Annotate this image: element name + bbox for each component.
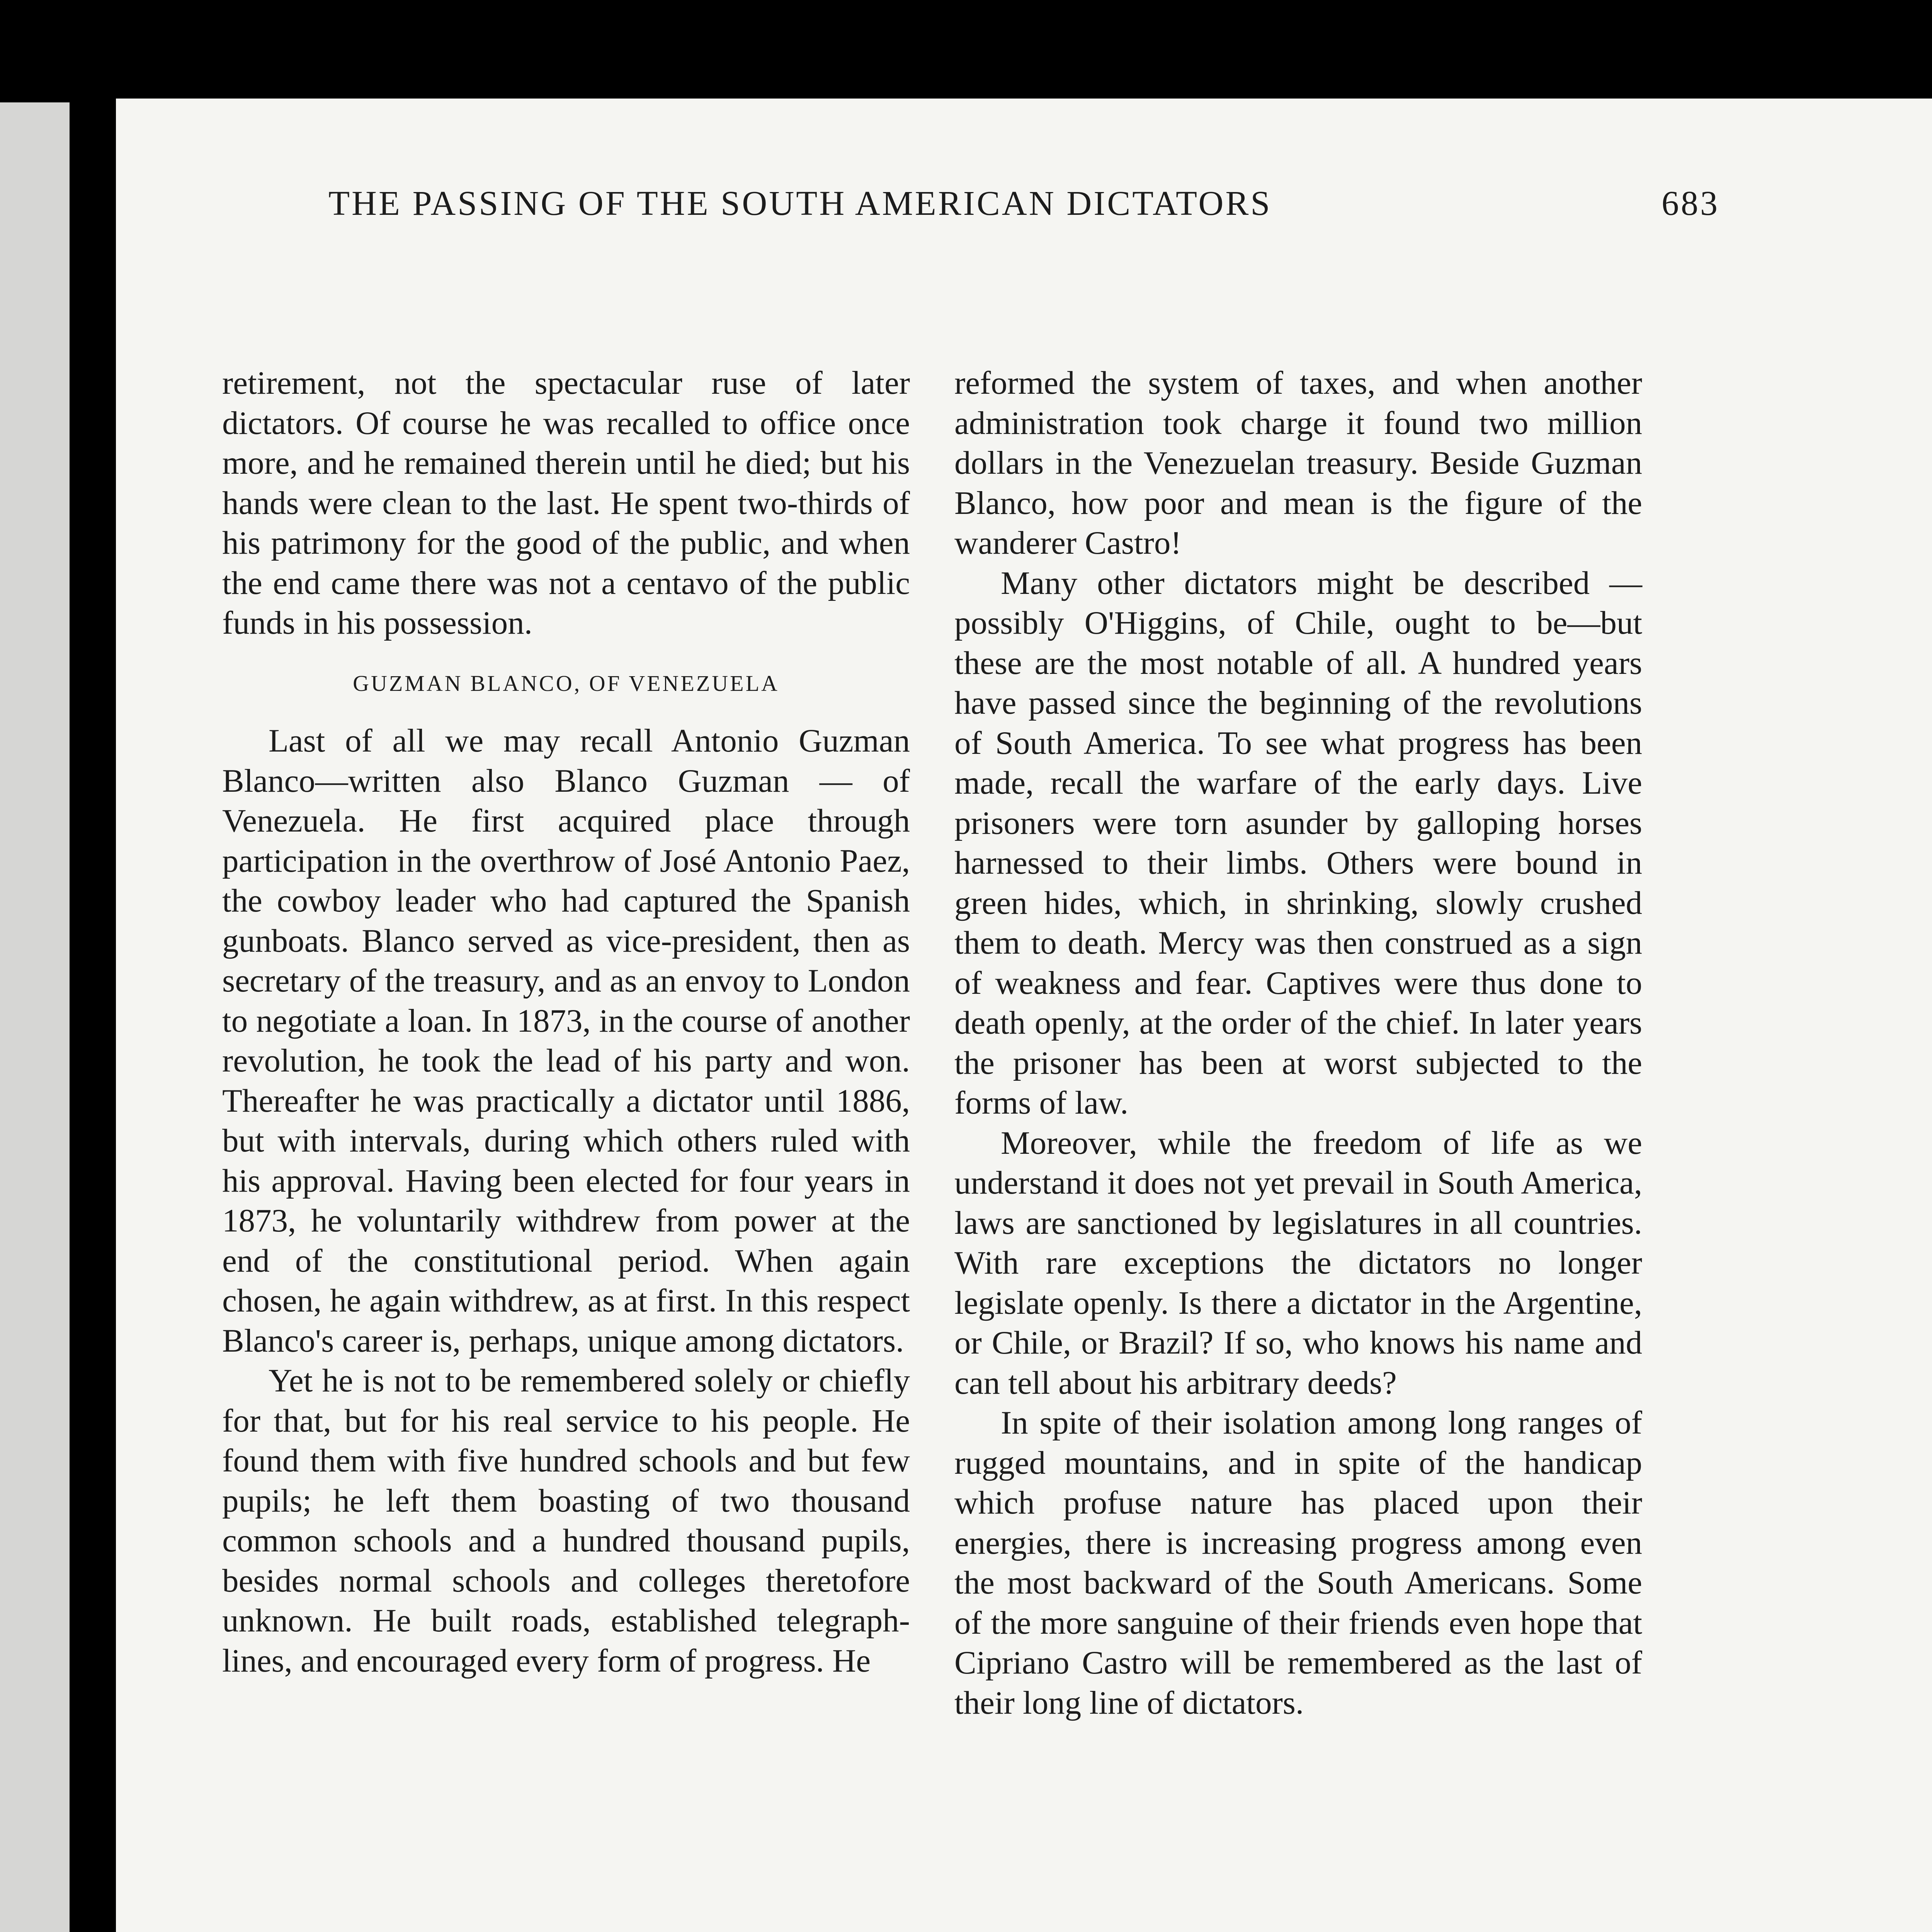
left-column — [222, 363, 910, 1681]
paragraph: Moreover, while the freedom of life as we understand it does not yet prevail in South America, laws are sanctioned by legislatures in all countries. With rare exceptions the dictators no longer legislate openly. Is there a dictator in the Argentine, or Chile, or Brazil? If so, who knows his name and can tell about his arbitrary deeds? — [954, 1124, 1642, 1401]
paragraph: Last of all we may recall Antonio Guzman Blanco—written also Blanco Guzman — of Venezuela. He first acquired place through participation in the overthrow of José Antonio Paez, the cowboy leader who had captured the Spanish gunboats. Blanco served as vice-president, then as secretary of the treasury, and as an envoy to London to negotiate a loan. In 1873, in the course of another revolution, he took the lead of his party and won. Thereafter he was practically a dictator until 1886, but with intervals, during which others ruled with his approval. Having been elected for four years in 1873, he voluntarily withdrew from power at the end of the constitutional period. When again chosen, he again withdrew, as at first. In this respect Blanco's career is, perhaps, unique among dictators. — [222, 723, 910, 1359]
paragraph: retirement, not the spectacular ruse of later dictators. Of course he was recalled to office once more, and he remained therein until he died; but his hands were clean to the last. He spent two-thirds of his patrimony for the good of the public, and when the end came there was not a centavo of the public funds in his possession. — [222, 365, 910, 641]
paragraph: Yet he is not to be remembered solely or chiefly for that, but for his real service to his people. He found them with five hundred schools and but few pupils; he left them boasting of two thousand common schools and a hundred thousand pupils, besides normal schools and colleges theretofore unknown. He built roads, established telegraph-lines, and encouraged every form of progress. He — [222, 1362, 910, 1679]
right-column — [954, 363, 1642, 1723]
previous-page-edge — [0, 102, 70, 1932]
paragraph: Many other dictators might be described — possibly O'Higgins, of Chile, ought to be—but these are the most notable of all. A hundred years have passed since the beginning of the revolutions of South America. To see what progress has been made, recall the warfare of the early days. Live prisoners were torn asunder by galloping horses harnessed to their limbs. Others were bound in green hides, which, in shrinking, slowly crushed them to death. Mercy was then construed as a sign of weakness and fear. Captives were thus done to death openly, at the order of the chief. In later years the prisoner has been at worst subjected to the forms of law. — [954, 565, 1642, 1121]
section-heading: GUZMAN BLANCO, OF VENEZUELA — [353, 670, 779, 696]
page-header — [328, 184, 1719, 223]
page-number: 683 — [1662, 184, 1719, 223]
running-title: THE PASSING OF THE SOUTH AMERICAN DICTATORS — [328, 184, 1272, 223]
paragraph: reformed the system of taxes, and when another administration took charge it found two million dollars in the Venezuelan treasury. Beside Guzman Blanco, how poor and mean is the figure of the wanderer Castro! — [954, 365, 1642, 561]
paragraph: In spite of their isolation among long ranges of rugged mountains, and in spite of the handicap which profuse nature has placed upon their energies, there is increasing progress among even the most backward of the South Americans. Some of the more sanguine of their friends even hope that Cipriano Castro will be remembered as the last of their long line of dictators. — [954, 1405, 1642, 1721]
